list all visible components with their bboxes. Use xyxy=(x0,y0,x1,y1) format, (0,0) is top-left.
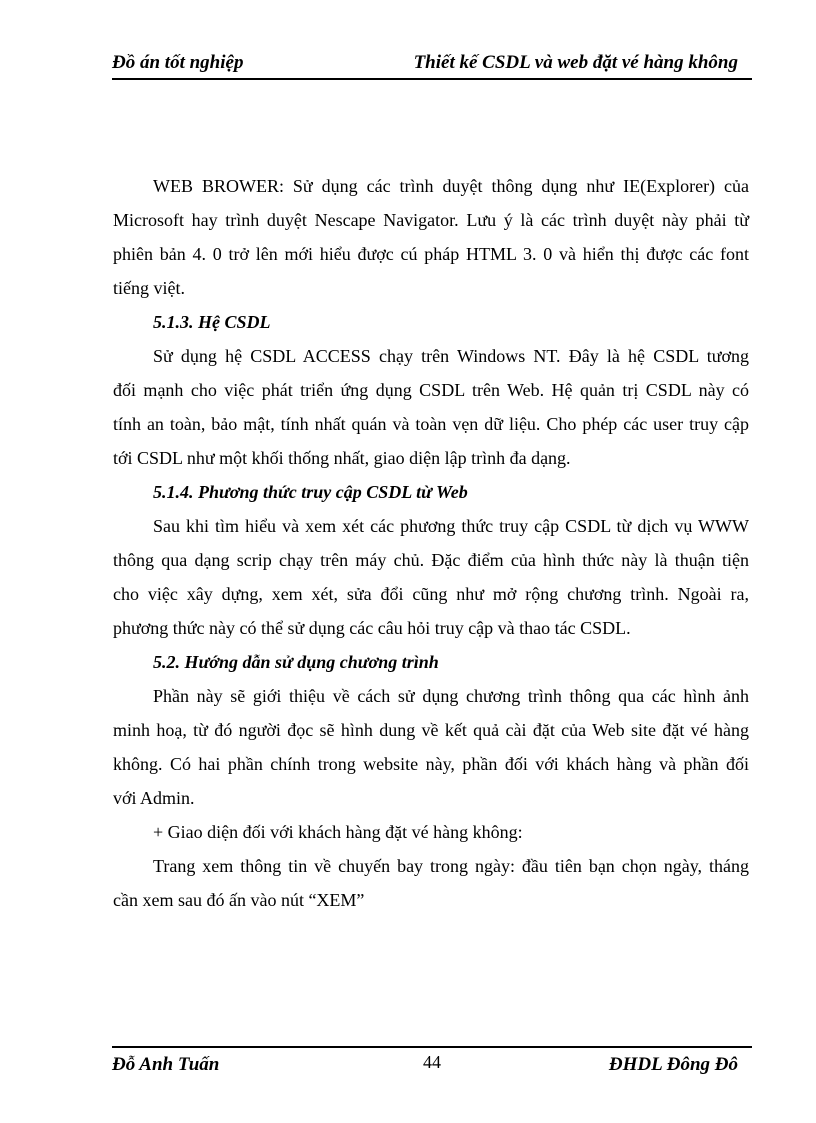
section-heading: 5.1.3. Hệ CSDL xyxy=(153,312,271,332)
header-left-title: Đồ án tốt nghiệp xyxy=(112,52,244,73)
paragraph-line: thông qua dạng scrip chạy trên máy chủ. Đặc điểm của hình thức này là thuận tiện xyxy=(113,550,749,570)
paragraph-line: tính an toàn, bảo mật, tính nhất quán và toàn vẹn dữ liệu. Cho phép các user truy cập xyxy=(113,414,749,434)
paragraph-line: với Admin. xyxy=(113,788,195,808)
paragraph-line: + Giao diện đối với khách hàng đặt vé hàng không: xyxy=(153,822,523,842)
page-footer xyxy=(112,1046,752,1078)
page-number: 44 xyxy=(423,1052,441,1072)
paragraph-line: tiếng việt. xyxy=(113,278,185,298)
paragraph-line: không. Có hai phần chính trong website này, phần đối với khách hàng và phần đối xyxy=(113,754,749,774)
paragraph-line: minh hoạ, từ đó người đọc sẽ hình dung về kết quả cài đặt của Web site đặt vé hàng xyxy=(113,720,749,740)
page-header xyxy=(112,48,752,80)
paragraph-line: WEB BROWER: Sử dụng các trình duyệt thông dụng như IE(Explorer) của xyxy=(153,176,749,196)
footer-institution: ĐHDL Đông Đô xyxy=(608,1054,738,1075)
paragraph-line: phiên bản 4. 0 trở lên mới hiểu được cú pháp HTML 3. 0 và hiển thị được các font xyxy=(113,244,749,264)
paragraph-line: Sử dụng hệ CSDL ACCESS chạy trên Windows NT. Đây là hệ CSDL tương xyxy=(153,346,749,366)
section-heading: 5.2. Hướng dẫn sử dụng chương trình xyxy=(153,652,439,672)
paragraph-line: đối mạnh cho việc phát triển ứng dụng CSDL trên Web. Hệ quản trị CSDL này có xyxy=(113,380,749,400)
section-heading: 5.1.4. Phương thức truy cập CSDL từ Web xyxy=(153,482,468,502)
paragraph-line: Sau khi tìm hiểu và xem xét các phương thức truy cập CSDL từ dịch vụ WWW xyxy=(153,516,749,536)
header-right-title: Thiết kế CSDL và web đặt vé hàng không xyxy=(413,52,738,73)
footer-author: Đỗ Anh Tuấn xyxy=(112,1054,220,1075)
paragraph-line: Phần này sẽ giới thiệu về cách sử dụng chương trình thông qua các hình ảnh xyxy=(153,686,749,706)
paragraph-line: cho việc xây dựng, xem xét, sửa đổi cũng như mở rộng chương trình. Ngoài ra, xyxy=(113,584,749,604)
paragraph-line: Trang xem thông tin về chuyến bay trong ngày: đầu tiên bạn chọn ngày, tháng xyxy=(153,856,749,876)
paragraph-line: phương thức này có thể sử dụng các câu hỏi truy cập và thao tác CSDL. xyxy=(113,618,631,638)
paragraph-line: cần xem sau đó ấn vào nút “XEM” xyxy=(113,890,365,910)
paragraph-line: Microsoft hay trình duyệt Nescape Navigator. Lưu ý là các trình duyệt này phải từ xyxy=(113,210,749,230)
paragraph-line: tới CSDL như một khối thống nhất, giao diện lập trình đa dạng. xyxy=(113,448,571,468)
